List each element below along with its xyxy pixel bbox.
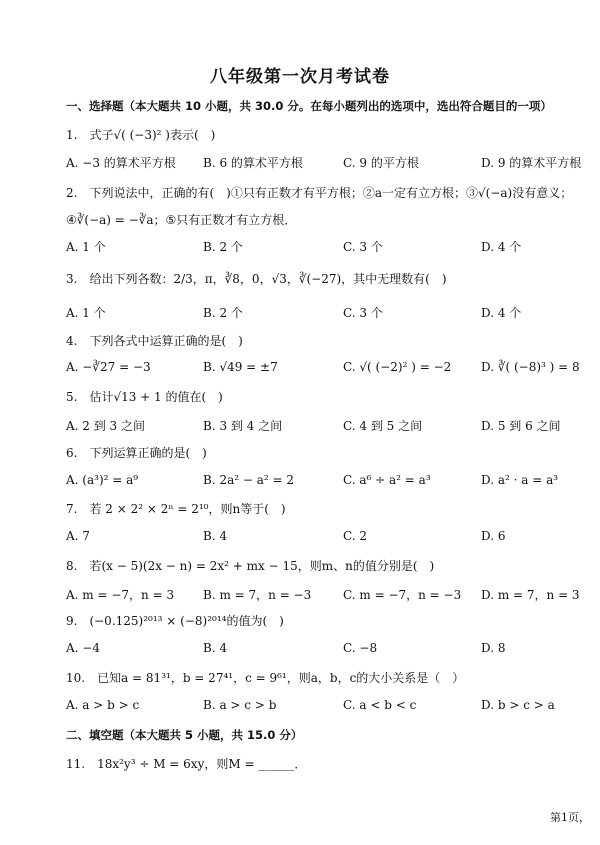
question-6-options xyxy=(66,473,559,489)
question-2-stem-line2: ④∛(−a) = −∛a；⑤只有正数才有立方根． xyxy=(66,213,297,227)
option-d: D. 4 个 xyxy=(481,240,522,254)
option-b: B. 2a² − a² = 2 xyxy=(203,473,295,487)
option-c: C. 3 个 xyxy=(343,240,383,254)
option-d: D. ∛( (−8)³ ) = 8 xyxy=(481,360,580,374)
option-d: D. 9 的算术平方根 xyxy=(481,156,582,170)
option-b: B. 6 的算术平方根 xyxy=(203,156,303,170)
option-c: C. a < b < c xyxy=(343,698,417,712)
option-b: B. 4 xyxy=(203,641,228,655)
section-heading-fill-blank: 二、填空题（本大题共 5 小题，共 15.0 分） xyxy=(66,728,303,742)
option-a: A. 7 xyxy=(66,529,90,543)
option-b: B. 2 个 xyxy=(203,240,243,254)
page-title: 八年级第一次月考试卷 xyxy=(210,67,390,87)
question-10-options xyxy=(66,698,556,714)
question-2-stem: 2. 下列说法中，正确的有( )①只有正数才有平方根；②a一定有立方根；③√(−a)没有意义； xyxy=(66,186,573,200)
question-10-stem: 10. 已知a = 81³¹，b = 27⁴¹，c = 9⁶¹，则a，b，c的大小关系是（ ） xyxy=(66,671,465,685)
option-b: B. 3 到 4 之间 xyxy=(203,419,283,433)
option-d: D. b > c > a xyxy=(481,698,555,712)
question-8-options xyxy=(66,586,580,602)
question-1-options xyxy=(66,154,582,170)
option-b: B. 2 个 xyxy=(203,306,243,320)
option-a: A. a > b > c xyxy=(66,698,140,712)
question-5-stem: 5. 估计√13 + 1 的值在( ) xyxy=(66,390,223,404)
option-c: C. m = −7，n = −3 xyxy=(343,588,462,602)
option-d: D. m = 7，n = 3 xyxy=(481,588,580,602)
option-d: D. 5 到 6 之间 xyxy=(481,419,561,433)
option-a: A. 2 到 3 之间 xyxy=(66,419,146,433)
option-b: B. √49 = ±7 xyxy=(203,360,278,374)
option-c: C. a⁶ ÷ a² = a³ xyxy=(343,473,431,487)
question-11-stem: 11. 18x²y³ ÷ M = 6xy，则M = ______． xyxy=(66,757,307,771)
question-4-stem: 4. 下列各式中运算正确的是( ) xyxy=(66,334,243,348)
option-a: A. 1 个 xyxy=(66,240,106,254)
option-c: C. √( (−2)² ) = −2 xyxy=(343,360,452,374)
option-a: A. −∛27 = −3 xyxy=(66,360,151,374)
question-9-options xyxy=(66,641,556,657)
option-a: A. 1 个 xyxy=(66,306,106,320)
option-d: D. a² · a = a³ xyxy=(481,473,559,487)
section-heading-choice: 一、选择题（本大题共 10 小题，共 30.0 分。在每小题列出的选项中，选出符合题目的一项） xyxy=(66,99,552,113)
question-5-options xyxy=(66,417,561,433)
option-c: C. 4 到 5 之间 xyxy=(343,419,423,433)
option-b: B. 4 xyxy=(203,529,228,543)
question-7-stem: 7. 若 2 × 2² × 2ⁿ = 2¹⁰，则n等于( ) xyxy=(66,502,286,516)
option-c: C. 2 xyxy=(343,529,368,543)
page-number: 第1页， xyxy=(550,811,590,824)
question-8-stem: 8. 若(x − 5)(2x − n) = 2x² + mx − 15，则m、n的值分别是( ) xyxy=(66,559,435,573)
question-3-stem: 3. 给出下列各数：2/3，π，∛8，0，√3，∛(−27)，其中无理数有( ) xyxy=(66,272,447,286)
option-c: C. −8 xyxy=(343,641,378,655)
option-a: A. −4 xyxy=(66,641,100,655)
question-3-options xyxy=(66,304,556,320)
option-d: D. 8 xyxy=(481,641,506,655)
question-1-stem: 1. 式子√( (−3)² )表示( ) xyxy=(66,128,216,142)
question-9-stem: 9. (−0.125)²⁰¹³ × (−8)²⁰¹⁴的值为( ) xyxy=(66,614,284,628)
option-c: C. 3 个 xyxy=(343,306,383,320)
option-a: A. m = −7，n = 3 xyxy=(66,588,175,602)
option-d: D. 6 xyxy=(481,529,506,543)
option-b: B. a > c > b xyxy=(203,698,277,712)
option-a: A. −3 的算术平方根 xyxy=(66,156,176,170)
question-2-options xyxy=(66,238,556,254)
question-6-stem: 6. 下列运算正确的是( ) xyxy=(66,446,207,460)
option-d: D. 4 个 xyxy=(481,306,522,320)
option-c: C. 9 的平方根 xyxy=(343,156,419,170)
question-4-options xyxy=(66,360,580,376)
option-a: A. (a³)² = a⁹ xyxy=(66,473,139,487)
question-7-options xyxy=(66,529,556,545)
option-b: B. m = 7，n = −3 xyxy=(203,588,312,602)
